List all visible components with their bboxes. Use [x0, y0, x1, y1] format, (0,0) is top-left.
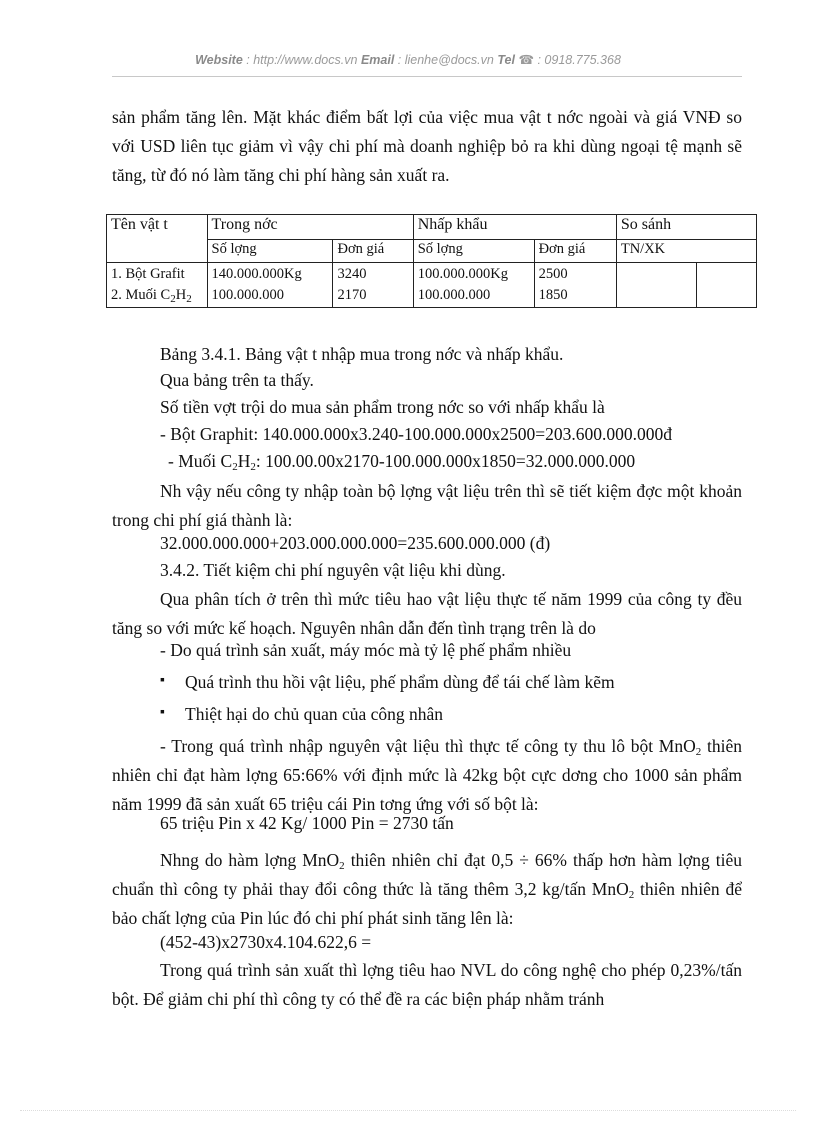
cause-line: - Do quá trình sản xuất, máy móc mà tỷ lệ phế phẩm nhiều [160, 640, 572, 660]
sub-qty2: Số lợng [413, 240, 534, 263]
header-divider [112, 76, 742, 77]
bullet-item: Quá trình thu hồi vật liệu, phế phẩm dùng để tái chế làm kẽm [185, 672, 615, 692]
bullet-icon: ▪ [160, 673, 165, 688]
paragraph: Trong quá trình sản xuất thì lợng tiêu hao NVL do công nghệ cho phép 0,23%/tấn bột. Để giảm chi phí thì công ty có thể đề ra các biện pháp nhằm tránh [112, 960, 742, 1009]
col-compare: So sánh [616, 215, 756, 240]
ratio-cell-1 [616, 263, 696, 308]
intro-paragraph: sản phẩm tăng lên. Mặt khác điểm bất lợi của việc mua vật t nớc ngoài và giá VNĐ so với USD liên tục giảm vì vậy chi phí mà doanh nghiệp bỏ ra khi dùng ngoại tệ mạnh sẽ tăng, từ đó nó làm tăng chi phí hàng sản xuất ra. [112, 107, 742, 185]
tel-number: ☎ : 0918.775.368 [518, 53, 621, 67]
text-line: Qua bảng trên ta thấy. [160, 370, 314, 390]
table-row [107, 263, 757, 308]
bullet-icon: ▪ [160, 705, 165, 720]
row2-imp-qty: 100.000.000 [417, 287, 491, 303]
calc-total: 32.000.000.000+203.000.000.000=235.600.000.000 (đ) [160, 533, 551, 553]
email-label: Email [360, 53, 395, 67]
row1-dom-price: 3240 [337, 266, 367, 282]
website-url[interactable]: : http://www.docs.vn [246, 53, 358, 67]
text-line: Số tiền vợt trội do mua sản phẩm trong nớc so với nhấp khẩu là [160, 397, 605, 417]
material-table [106, 214, 757, 308]
footer-divider [20, 1110, 796, 1111]
paragraph: Nh vậy nếu công ty nhập toàn bộ lợng vật liệu trên thì sẽ tiết kiệm đợc một khoản trong chi phí giá thành là: [112, 481, 742, 530]
table-caption: Bảng 3.4.1. Bảng vật t nhập mua trong nớc và nhấp khẩu. [160, 344, 564, 364]
paragraph: Qua phân tích ở trên thì mức tiêu hao vật liệu thực tế năm 1999 của công ty đều tăng so với mức kế hoạch. Nguyên nhân dẫn đến tình trạng trên là do [112, 589, 742, 638]
row1-dom-qty: 140.000.000Kg [211, 266, 302, 282]
website-label: Website [195, 53, 243, 67]
section-heading: 3.4.2. Tiết kiệm chi phí nguyên vật liệu khi dùng. [160, 560, 506, 580]
row2-dom-qty: 100.000.000 [211, 287, 285, 303]
calc-cost: (452-43)x2730x4.104.622,6 = [160, 932, 372, 952]
tel-label: Tel [497, 53, 515, 67]
ratio-cell-2 [697, 263, 757, 308]
row2-dom-price: 2170 [337, 287, 367, 303]
row2-name: 2. Muối $C_2H_2$ [111, 287, 192, 305]
paragraph: Nhng do hàm lợng MnO$_2$ thiên nhiên chỉ đạt 0,5 ÷ 66% thấp hơn hàm lợng tiêu chuẩn thì công ty phải thay đổi công thức là tăng thêm 3,2 kg/tấn MnO$_2$ thiên nhiên để bảo chất lợng của Pin lúc đó chi phí phát sinh tăng lên là: [112, 850, 742, 928]
col-material: Tên vật t [107, 215, 208, 263]
sub-ratio: TN/XK [616, 240, 756, 263]
row1-name: 1. Bột Grafit [111, 266, 185, 282]
sub-price: Đơn giá [333, 240, 413, 263]
calc-graphit: - Bột Graphit: 140.000.000x3.240-100.000.000x2500=203.600.000.000đ [160, 424, 673, 444]
calc-powder: 65 triệu Pin x 42 Kg/ 1000 Pin = 2730 tấn [160, 813, 454, 833]
table-header-row [107, 215, 757, 240]
col-domestic: Trong nớc [207, 215, 413, 240]
sub-price2: Đơn giá [534, 240, 616, 263]
row2-imp-price: 1850 [538, 287, 568, 303]
sub-qty: Số lợng [207, 240, 333, 263]
row1-imp-price: 2500 [538, 266, 568, 282]
row1-imp-qty: 100.000.000Kg [417, 266, 508, 282]
calc-muoi: - Muối $C_2H_2$: 100.00.00x2170-100.000.000x1850=32.000.000.000 [168, 451, 636, 473]
col-import: Nhấp khẩu [413, 215, 616, 240]
bullet-item: Thiệt hại do chủ quan của công nhân [185, 704, 444, 724]
email-address[interactable]: : lienhe@docs.vn [397, 53, 494, 67]
paragraph: - Trong quá trình nhập nguyên vật liệu thì thực tế công ty thu lô bột MnO$_2$ thiên nhiên chỉ đạt hàm lợng 65:66% với định mức là 42kg bột cực dơng cho 1000 sản phẩm năm 1999 đã sản xuất 65 triệu cái Pin tơng ứng với số bột là: [112, 736, 742, 814]
page-header [0, 52, 816, 67]
